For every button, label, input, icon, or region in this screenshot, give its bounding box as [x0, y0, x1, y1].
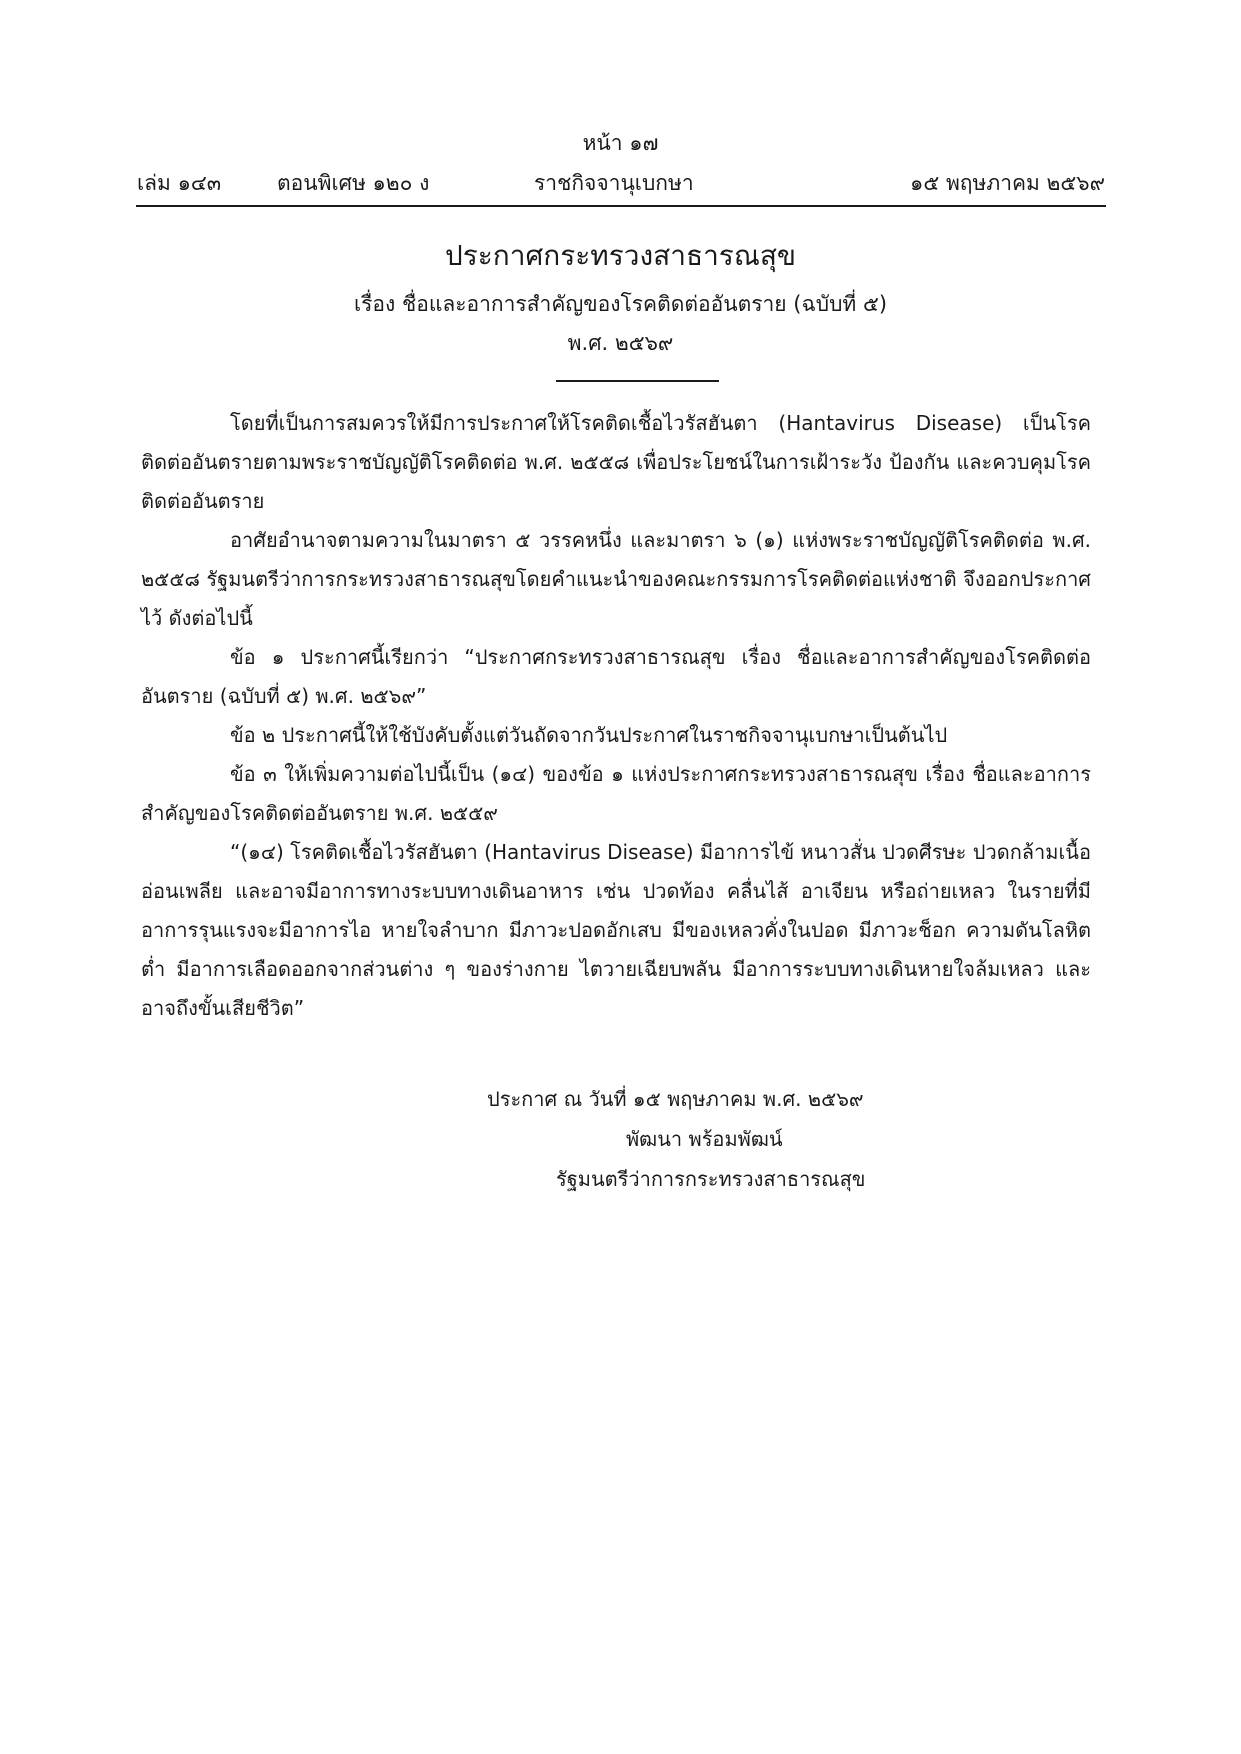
title-divider: [556, 380, 719, 382]
authority-paragraph: อาศัยอำนาจตามความในมาตรา ๕ วรรคหนึ่ง และมาตรา ๖ (๑) แห่งพระราชบัญญัติโรคติดต่อ พ.ศ. ๒๕๕๘ รัฐมนตรีว่าการกระทรวงสาธารณสุขโดยคำแนะนำของคณะกรรมการโรคติดต่อแห่งชาติ จึงออกประกาศไว้ ดังต่อไปนี้: [141, 528, 1091, 630]
publication-date: ๑๕ พฤษภาคม ๒๕๖๙: [910, 171, 1105, 195]
document-title: ประกาศกระทรวงสาธารณสุข: [444, 239, 797, 272]
announcement-date: ประกาศ ณ วันที่ ๑๕ พฤษภาคม พ.ศ. ๒๕๖๙: [487, 1087, 864, 1111]
page-number: หน้า ๑๗: [582, 131, 659, 155]
document-year: พ.ศ. ๒๕๖๙: [567, 331, 674, 355]
document-body: [141, 404, 1091, 1028]
clause-1: ข้อ ๑ ประกาศนี้เรียกว่า “ประกาศกระทรวงสาธารณสุข เรื่อง ชื่อและอาการสำคัญของโรคติดต่ออันตราย (ฉบับที่ ๕) พ.ศ. ๒๕๖๙”: [141, 645, 1091, 708]
clause-3-text: “(๑๔) โรคติดเชื้อไวรัสฮันตา (Hantavirus Disease) มีอาการไข้ หนาวสั่น ปวดศีรษะ ปวดกล้ามเนื้อ อ่อนเพลีย และอาจมีอาการทางระบบทางเดินอาหาร เช่น ปวดท้อง คลื่นไส้ อาเจียน หรือถ่ายเหลว ในรายที่มีอาการรุนแรงจะมีอาการไอ หายใจลำบาก มีภาวะปอดอักเสบ มีของเหลวคั่งในปอด มีภาวะช็อก ความดันโลหิตต่ำ มีอาการเลือดออกจากส่วนต่าง ๆ ของร่างกาย ไตวายเฉียบพลัน มีอาการระบบทางเดินหายใจล้มเหลว และอาจถึงขั้นเสียชีวิต”: [141, 840, 1091, 1020]
signatory-position: รัฐมนตรีว่าการกระทรวงสาธารณสุข: [556, 1167, 866, 1191]
gazette-name: ราชกิจจานุเบกษา: [534, 171, 694, 195]
part-number: ตอนพิเศษ ๑๒๐ ง: [277, 171, 430, 195]
preamble-paragraph: โดยที่เป็นการสมควรให้มีการประกาศให้โรคติดเชื้อไวรัสฮันตา (Hantavirus Disease) เป็นโรคติดต่ออันตรายตามพระราชบัญญัติโรคติดต่อ พ.ศ. ๒๕๕๘ เพื่อประโยชน์ในการเฝ้าระวัง ป้องกัน และควบคุมโรคติดต่ออันตราย: [141, 411, 1091, 513]
volume-number: เล่ม ๑๔๓: [137, 171, 222, 195]
signatory-name: พัฒนา พร้อมพัฒน์: [626, 1127, 783, 1151]
header-divider: [136, 205, 1106, 207]
clause-3: ข้อ ๓ ให้เพิ่มความต่อไปนี้เป็น (๑๔) ของข้อ ๑ แห่งประกาศกระทรวงสาธารณสุข เรื่อง ชื่อและอาการสำคัญของโรคติดต่ออันตราย พ.ศ. ๒๕๕๙: [141, 762, 1091, 825]
clause-2: ข้อ ๒ ประกาศนี้ให้ใช้บังคับตั้งแต่วันถัดจากวันประกาศในราชกิจจานุเบกษาเป็นต้นไป: [230, 723, 948, 747]
gazette-header: [137, 166, 1105, 200]
document-subject: เรื่อง ชื่อและอาการสำคัญของโรคติดต่ออันตราย (ฉบับที่ ๕): [353, 292, 888, 316]
